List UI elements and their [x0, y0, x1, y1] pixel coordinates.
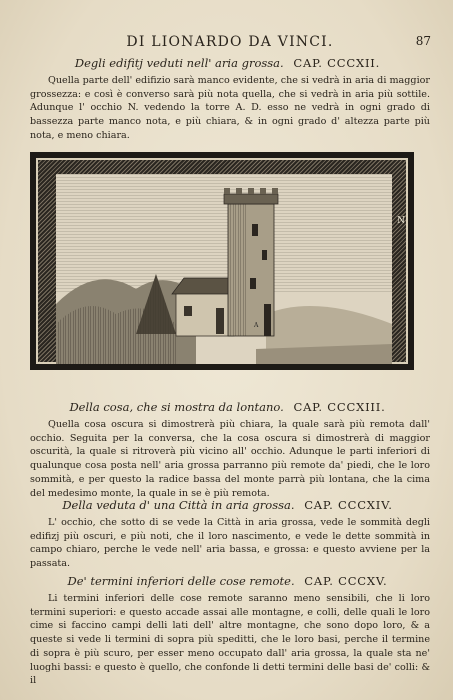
figure-label-n: N: [397, 216, 405, 226]
chapter-body-ccxii: [30, 74, 430, 143]
chapter-number: CAP. CCCXV.: [304, 574, 388, 588]
chapter-heading-ccxiv: [20, 498, 435, 512]
tower-landscape-illustration: [56, 174, 392, 364]
engraving-figure: [30, 152, 414, 370]
chapter-body-ccxiii: [30, 418, 430, 500]
paragraph: Quella cosa oscura si dimostrerà più chiara, la quale sarà più remota dall' occhio. Seguita per la conversa, che la cosa oscura si dimostrerà di maggior oscurità, la quale si ritroverà più vicino all' occhio. Adunque le parti inferiori di qualunque cosa posta nell' aria grossa parranno più remote da' piedi, che le loro sommità, e per questo la radice bassa del monte parrà più lontana, che la cima del medesimo monte, la quale in se è più remota.: [30, 419, 430, 499]
chapter-title: Degli edifitj veduti nell' aria grossa.: [74, 56, 284, 70]
chapter-number: CAP. CCCXII.: [293, 56, 381, 70]
chapter-heading-ccxiii: [20, 400, 435, 414]
engraving-plate: [36, 158, 408, 364]
chapter-title: Della veduta d' una Città in aria grossa.: [62, 498, 295, 512]
paragraph: Li termini inferiori delle cose remote saranno meno sensibili, che li loro termini superiori: e questo accade assai alle montagne, e colli, delle quali le loro cime si faccino campi delli lati dell' altre montagne, che sono dopo loro, & a queste si vede li termini di sopra più speditti, che le loro basi, perche il termine di sopra è più scuro, per esser meno occupato dall' aria grossa, la quale sta ne' luoghi bassi: e questo è quello, che confonde li detti termini delle basi de' colli: & il: [30, 593, 430, 687]
chapter-heading-ccxv: [20, 574, 435, 588]
paragraph: L' occhio, che sotto di se vede la Città in aria grossa, vede le sommità degli edifizj più oscuri, e più noti, che il loro nascimento, e vede le dette sommità in campo chiaro, perche le vede nell' aria bassa, e grossa: e questo avviene per la passata.: [30, 517, 430, 570]
paragraph: Quella parte dell' edifizio sarà manco evidente, che si vedrà in aria di maggior grossezza: e così è converso sarà più nota quella, che si vedrà in aria più sottile. Adunque l' occhio N. vedendo la torre A. D. esso ne vedrà in ogni grado di bassezza parte manco nota, e più chiara, & in ogni grado d' altezza parte più nota, e meno chiara.: [30, 75, 430, 141]
chapter-title: Della cosa, che si mostra da lontano.: [69, 400, 284, 414]
chapter-title: De' termini inferiori delle cose remote.: [67, 574, 295, 588]
page-number: 87: [415, 34, 431, 48]
figure-label-a: A: [254, 322, 259, 329]
chapter-number: CAP. CCCXIV.: [304, 498, 393, 512]
chapter-heading-ccxii: [20, 56, 435, 70]
chapter-body-ccxiv: [30, 516, 430, 571]
running-head: DI LIONARDO DA VINCI.: [126, 34, 334, 50]
chapter-body-ccxv: [30, 592, 430, 688]
chapter-number: CAP. CCCXIII.: [293, 400, 386, 414]
